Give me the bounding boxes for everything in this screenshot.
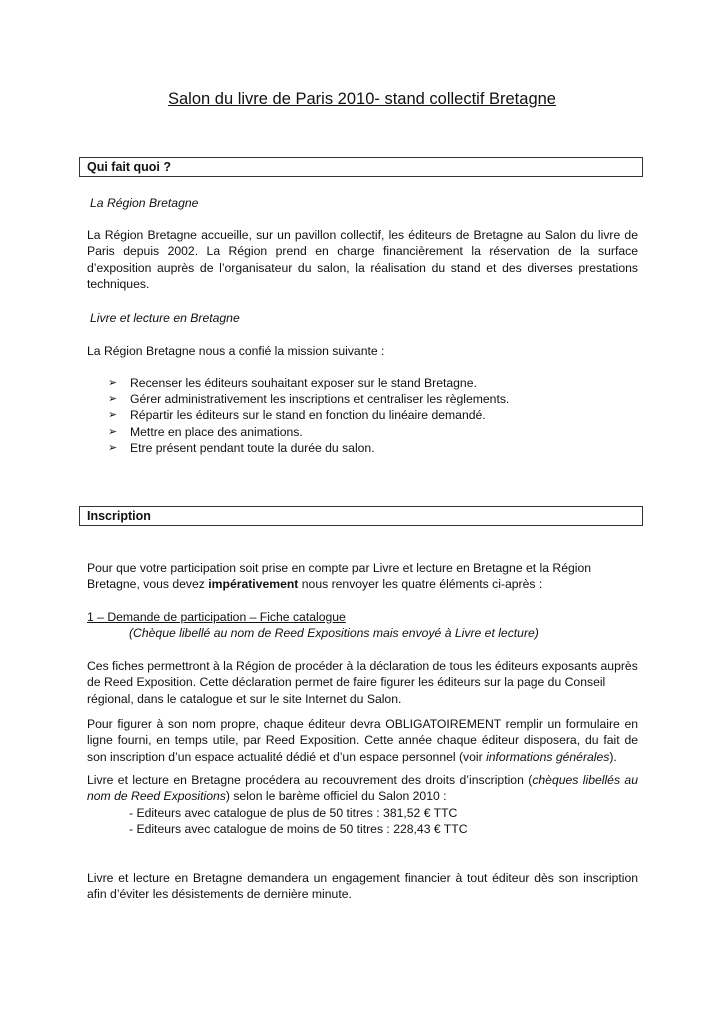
paragraph-mission: La Région Bretagne nous a confié la mission suivante : [87,344,385,358]
emphasis-imperativement: impérativement [208,577,299,592]
subheading-livre-lecture: Livre et lecture en Bretagne [90,311,240,325]
tarif-plus-50: - Editeurs avec catalogue de plus de 50 titres : 381,52 € TTC [129,806,458,820]
section-heading-qui-fait-quoi: Qui fait quoi ? [79,157,643,177]
arrow-bullet-icon: ➢ [108,377,118,389]
arrow-bullet-icon: ➢ [108,409,118,422]
paragraph-engagement: Livre et lecture en Bretagne demandera un engagement financier à tout éditeur dès son inscription afin d’éviter les désistements de dernière minute. [87,871,638,902]
arrow-bullet-icon: ➢ [108,393,118,406]
section-heading-inscription: Inscription [79,506,643,526]
list-item: ➢ Etre présent pendant toute la durée du salon. [108,440,375,455]
paragraph-fiches: Ces fiches permettront à la Région de procéder à la déclaration de tous les éditeurs exposants auprès de Reed Exposition. Cette déclaration permet de faire figurer les éditeurs sur la page du Conseil régional, dans le catalogue et sur le site Internet du Salon. [87,659,638,706]
paragraph-region: La Région Bretagne accueille, sur un pavillon collectif, les éditeurs de Bretagne au Salon du livre de Paris depuis 2002. La Région prend en charge financièrement la réservation de la surface d’exposition auprès de l’organisateur du salon, la réalisation du stand et des diverses prestations techniques. [87,228,638,292]
list-item: ➢ Gérer administrativement les inscriptions et centraliser les règlements. [108,392,510,407]
item-1-note: (Chèque libellé au nom de Reed Expositions mais envoyé à Livre et lecture) [129,626,539,640]
subheading-region-bretagne: La Région Bretagne [90,196,199,210]
arrow-bullet-icon: ➢ [108,441,118,454]
paragraph-intro: Pour que votre participation soit prise en compte par Livre et lecture en Bretagne et la Région Bretagne, vous devez impérativement nous renvoyer les quatre éléments ci-après : [87,561,592,592]
mission-list [108,375,628,456]
paragraph-droits: Livre et lecture en Bretagne procédera au recouvrement des droits d’inscription (chèques libellés au nom de Reed Expositions) selon le barème officiel du Salon 2010 : [87,773,638,804]
list-item: ➢ Répartir les éditeurs sur le stand en fonction du linéaire demandé. [108,408,486,423]
item-1-title: 1 – Demande de participation – Fiche catalogue [87,610,346,624]
page-title: Salon du livre de Paris 2010- stand collectif Bretagne [168,90,556,108]
list-item: ➢ Recenser les éditeurs souhaitant exposer sur le stand Bretagne. [108,376,477,390]
tarif-moins-50: - Editeurs avec catalogue de moins de 50 titres : 228,43 € TTC [129,822,468,836]
paragraph-figurer: Pour figurer à son nom propre, chaque éditeur devra OBLIGATOIREMENT remplir un formulaire en ligne fourni, en temps utile, par Reed Exposition. Cette année chaque éditeur disposera, du fait de son inscription d’un espace actualité dédié et d’un espace personnel (voir informations générales). [87,717,638,764]
list-item: ➢ Mettre en place des animations. [108,424,303,439]
arrow-bullet-icon: ➢ [108,425,118,438]
